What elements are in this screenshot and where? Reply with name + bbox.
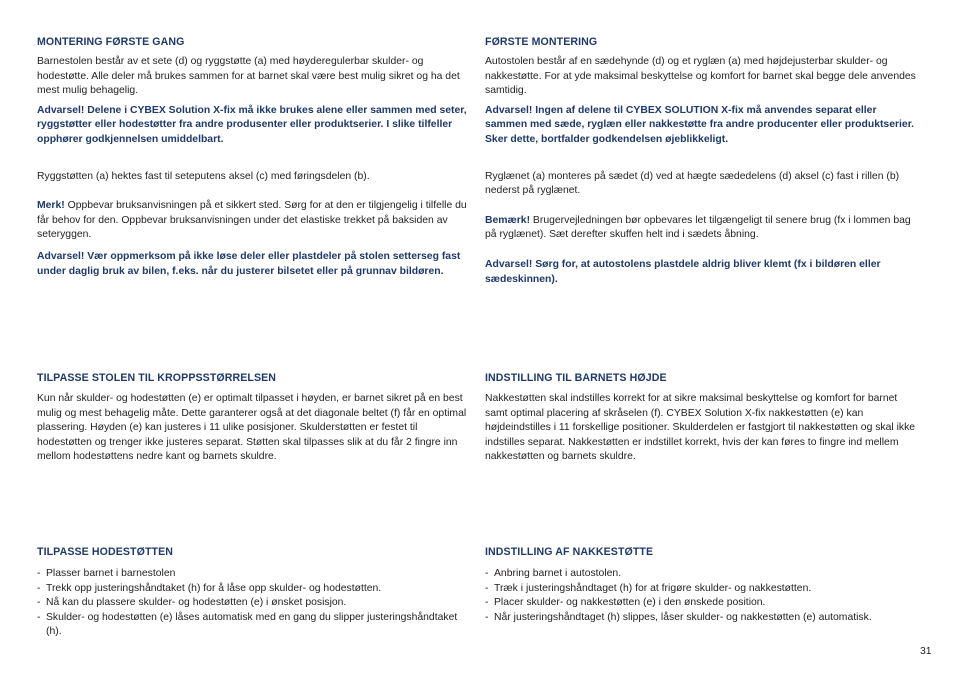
list-item: - Anbring barnet i autostolen. bbox=[485, 568, 622, 579]
list-item: - Placer skulder- og nakkestøtten (e) i den ønskede position. bbox=[485, 597, 766, 609]
section-indstilling-nakkestotte bbox=[485, 545, 917, 625]
note-label: Merk! bbox=[37, 200, 65, 212]
paragraph: Barnestolen består av et sete (d) og ryggstøtte (a) med høyderegulerbar skulder- og hodestøtte. Alle deler må brukes sammen for at barnet skal være best mulig sikret og ha det mest mulig behagelig. bbox=[37, 56, 460, 97]
warning-text: Advarsel! Sørg for, at autostolens plastdele aldrig bliver klemt (fx i bildøren eller sædeskinnen). bbox=[485, 258, 881, 285]
paragraph: Ryglænet (a) monteres på sædet (d) ved at hægte sædedelens (d) aksel (c) fast i rillen (b) nederst på ryglænet. bbox=[485, 170, 900, 197]
step-list bbox=[485, 567, 917, 625]
section-heading: MONTERING FØRSTE GANG bbox=[37, 36, 185, 48]
list-item: - Plasser barnet i barnestolen bbox=[37, 568, 176, 579]
section-heading: TILPASSE HODESTØTTEN bbox=[37, 546, 173, 558]
paragraph: Autostolen består af en sædehynde (d) og et ryglæn (a) med højdejusterbar skulder- og nakkestøtte. For at yde maksimal beskyttelse og komfort for barnet skal begge dele anvendes samtidig. bbox=[485, 56, 916, 97]
paragraph: Kun når skulder- og hodestøtten (e) er optimalt tilpasset i høyden, er barnet sikret på en best mulig og mest behagelig måte. Dette garanterer også at det diagonale beltet (f) får en optimal plassering. Høyden (e) kan justeres i 11 ulike posisjoner. Skulderstøtten er festet til hodestøtten og trenger ikke justeres separat. Støtten skal tilpasses slik at du får 2 fingre inn mellom hodestøttens nedre kant og barnets skuldre. bbox=[37, 393, 467, 463]
section-heading: INDSTILLING TIL BARNETS HØJDE bbox=[485, 372, 667, 384]
warning-text: Advarsel! Ingen af delene til CYBEX SOLUTION X-fix må anvendes separat eller sammen med sæde, ryglæn eller nakkestøtte fra andre producenter eller produktserier. Sker dette, bortfalder godkendelsen øjeblikkeligt. bbox=[485, 104, 915, 145]
list-item: - Når justeringshåndtaget (h) slippes, låser skulder- og nakkestøtten (e) automatisk. bbox=[485, 611, 872, 623]
section-indstilling-hojde bbox=[485, 371, 917, 465]
note-label: Bemærk! bbox=[485, 214, 531, 226]
note-paragraph bbox=[485, 214, 917, 243]
section-tilpasse-hodestotten bbox=[37, 545, 469, 640]
note-text: Oppbevar bruksanvisningen på et sikkert sted. Sørg for at den er tilgjengelig i tilfelle du får behov for den. Oppbevar bruksanvisningen under det elastiske trekket på baksiden av seteryggen. bbox=[37, 200, 467, 241]
section-montering bbox=[37, 35, 469, 279]
paragraph: Ryggstøtten (a) hektes fast til seteputens aksel (c) med føringsdelen (b). bbox=[37, 170, 370, 182]
warning-text: Advarsel! Delene i CYBEX Solution X-fix må ikke brukes alene eller sammen med seter, ryggstøtter eller hodestøtter fra andre produsenter eller produktserier. I slike tilfeller opphører godkjennelsen umiddelbart. bbox=[37, 104, 467, 145]
warning-text: Advarsel! Vær oppmerksom på ikke løse deler eller plastdeler på stolen setterseg fast under daglig bruk av bilen, f.eks. når du justerer bilsetet eller på grunnav bildøren. bbox=[37, 250, 461, 277]
section-forste-montering bbox=[485, 35, 917, 287]
list-item: - Skulder- og hodestøtten (e) låses automatisk med en gang du slipper justeringshåndtaket (h). bbox=[37, 611, 458, 638]
section-tilpasse-stolen bbox=[37, 371, 469, 465]
list-item: - Trekk opp justeringshåndtaket (h) for å låse opp skulder- og hodestøtten. bbox=[37, 582, 382, 594]
section-heading: TILPASSE STOLEN TIL KROPPSSTØRRELSEN bbox=[37, 372, 277, 384]
page-number: 31 bbox=[920, 646, 932, 657]
note-paragraph bbox=[37, 199, 469, 243]
list-item: - Træk i justeringshåndtaget (h) for at frigøre skulder- og nakkestøtten. bbox=[485, 582, 812, 594]
step-list bbox=[37, 567, 469, 640]
section-heading: FØRSTE MONTERING bbox=[485, 36, 598, 48]
note-text: Brugervejledningen bør opbevares let tilgængeligt til senere brug (fx i lommen bag på ryglænet). Sæt derefter skuffen helt ind i sædets åbning. bbox=[485, 214, 911, 241]
section-heading: INDSTILLING AF NAKKESTØTTE bbox=[485, 546, 654, 558]
list-item: - Nå kan du plassere skulder- og hodestøtten (e) i ønsket posisjon. bbox=[37, 597, 347, 609]
paragraph: Nakkestøtten skal indstilles korrekt for at sikre maksimal beskyttelse og komfort for barnet samt optimal placering af skråselen (f). CYBEX Solution X-fix nakkestøtten (e) kan højdeindstilles i 11 forskellige positioner. Skulderdelen er fastgjort til nakkestøtten og skal ikke indstilles separat. Nakkestøtten er indstillet korrekt, hvis der kan føres to fingre ind mellem nakkestøtten og barnets skuldre. bbox=[485, 393, 916, 463]
